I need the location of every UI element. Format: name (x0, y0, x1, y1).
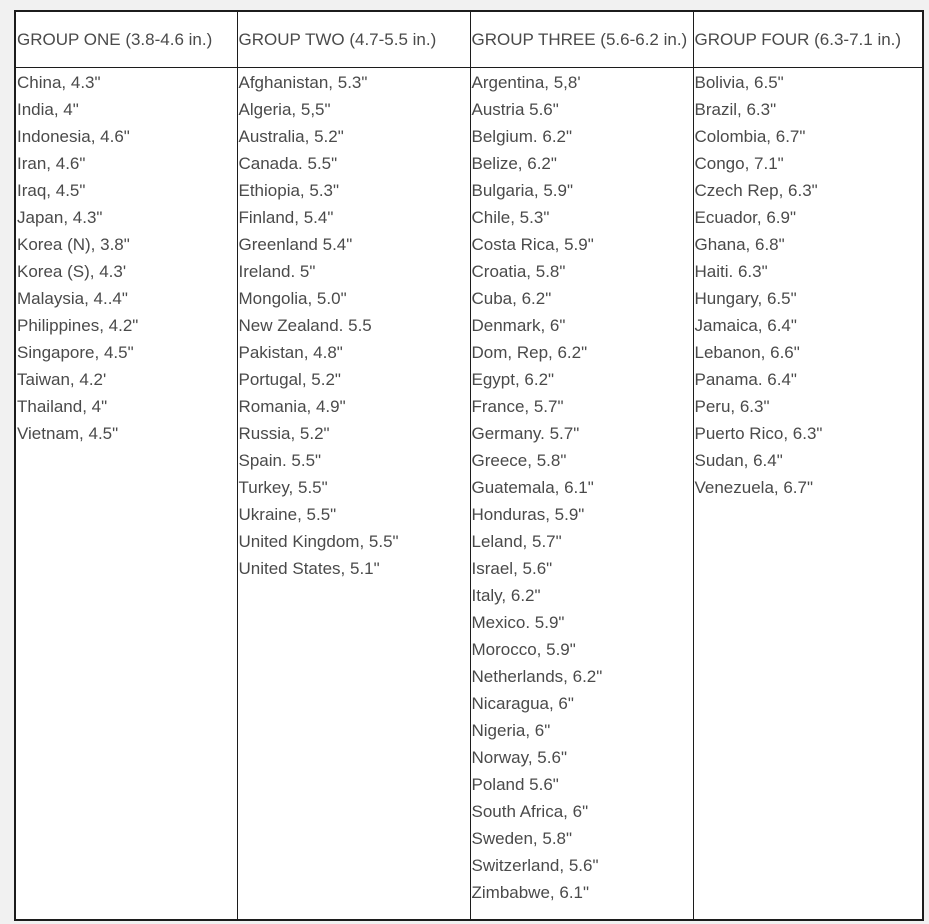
country-entry: Finland, 5.4" (238, 208, 334, 227)
country-entry: Belize, 6.2" (471, 154, 557, 173)
entry-list-group-four (694, 68, 923, 501)
country-entry: South Africa, 6" (471, 802, 589, 821)
country-entry: Panama. 6.4" (694, 370, 797, 389)
country-entry: Peru, 6.3" (694, 397, 770, 416)
country-entry: Dom, Rep, 6.2" (471, 343, 588, 362)
body-row (15, 68, 923, 921)
country-entry: Afghanistan, 5.3" (238, 73, 368, 92)
country-entry: Australia, 5.2" (238, 127, 344, 146)
country-entry: Nicaragua, 6" (471, 694, 574, 713)
country-entry: Belgium. 6.2" (471, 127, 573, 146)
country-entry: Spain. 5.5" (238, 451, 322, 470)
country-entry: Sweden, 5.8" (471, 829, 573, 848)
column-group-one (15, 68, 237, 921)
country-entry: China, 4.3" (17, 73, 101, 92)
country-entry: Italy, 6.2" (471, 586, 541, 605)
country-entry: Ecuador, 6.9" (694, 208, 796, 227)
country-entry: Greece, 5.8" (471, 451, 567, 470)
country-entry: Malaysia, 4..4" (17, 289, 128, 308)
country-entry: Colombia, 6.7" (694, 127, 806, 146)
country-entry: Mexico. 5.9" (471, 613, 565, 632)
country-entry: Poland 5.6" (471, 775, 559, 794)
country-entry: Sudan, 6.4" (694, 451, 783, 470)
country-entry: Brazil, 6.3" (694, 100, 777, 119)
country-entry: United States, 5.1" (238, 559, 380, 578)
header-group-one: GROUP ONE (3.8-4.6 in.) (15, 11, 237, 68)
country-entry: Netherlands, 6.2" (471, 667, 603, 686)
country-entry: Congo, 7.1" (694, 154, 784, 173)
country-entry: Chile, 5.3" (471, 208, 550, 227)
country-entry: Russia, 5.2" (238, 424, 330, 443)
column-group-two (237, 68, 470, 921)
country-entry: Germany. 5.7" (471, 424, 580, 443)
country-entry: Denmark, 6" (471, 316, 566, 335)
header-group-four: GROUP FOUR (6.3-7.1 in.) (693, 11, 923, 68)
country-entry: Egypt, 6.2" (471, 370, 555, 389)
country-entry: Cuba, 6.2" (471, 289, 552, 308)
country-entry: Korea (N), 3.8" (17, 235, 130, 254)
country-entry: Lebanon, 6.6" (694, 343, 800, 362)
country-entry: Philippines, 4.2" (17, 316, 139, 335)
country-entry: Greenland 5.4" (238, 235, 353, 254)
country-entry: Japan, 4.3" (17, 208, 103, 227)
country-entry: Norway, 5.6" (471, 748, 567, 767)
country-entry: Morocco, 5.9" (471, 640, 576, 659)
country-entry: Ukraine, 5.5" (238, 505, 337, 524)
country-entry: Mongolia, 5.0" (238, 289, 347, 308)
column-group-four (693, 68, 923, 921)
country-entry: Canada. 5.5" (238, 154, 338, 173)
country-entry: Romania, 4.9" (238, 397, 346, 416)
country-entry: France, 5.7" (471, 397, 564, 416)
country-entry: Guatemala, 6.1" (471, 478, 594, 497)
country-entry: Honduras, 5.9" (471, 505, 585, 524)
country-entry: Hungary, 6.5" (694, 289, 797, 308)
country-entry: Czech Rep, 6.3" (694, 181, 818, 200)
country-entry: India, 4" (17, 100, 79, 119)
country-entry: Croatia, 5.8" (471, 262, 566, 281)
entry-list-group-three (471, 68, 693, 906)
country-entry: Thailand, 4" (17, 397, 108, 416)
header-row (15, 11, 923, 68)
country-entry: Singapore, 4.5" (17, 343, 134, 362)
country-entry: Zimbabwe, 6.1" (471, 883, 590, 902)
country-entry: Argentina, 5,8' (471, 73, 581, 92)
entry-list-group-one (16, 68, 237, 447)
country-entry: Ghana, 6.8" (694, 235, 785, 254)
country-entry: Jamaica, 6.4" (694, 316, 797, 335)
country-entry: Leland, 5.7" (471, 532, 562, 551)
country-entry: Bolivia, 6.5" (694, 73, 784, 92)
country-entry: Iraq, 4.5" (17, 181, 86, 200)
country-entry: Puerto Rico, 6.3" (694, 424, 823, 443)
country-entry: Haiti. 6.3" (694, 262, 768, 281)
country-entry: Algeria, 5,5" (238, 100, 331, 119)
country-entry: Ireland. 5" (238, 262, 316, 281)
column-group-three (470, 68, 693, 921)
header-group-two: GROUP TWO (4.7-5.5 in.) (237, 11, 470, 68)
country-entry: Vietnam, 4.5" (17, 424, 119, 443)
country-entry: Switzerland, 5.6" (471, 856, 599, 875)
country-entry: Nigeria, 6" (471, 721, 551, 740)
header-group-three: GROUP THREE (5.6-6.2 in.) (470, 11, 693, 68)
country-entry: Ethiopia, 5.3" (238, 181, 340, 200)
country-entry: Venezuela, 6.7" (694, 478, 814, 497)
entry-list-group-two (238, 68, 470, 582)
country-entry: Korea (S), 4.3' (17, 262, 127, 281)
group-table (14, 10, 924, 921)
country-entry: Taiwan, 4.2' (17, 370, 107, 389)
country-entry: Austria 5.6" (471, 100, 559, 119)
country-entry: Indonesia, 4.6" (17, 127, 130, 146)
country-entry: Costa Rica, 5.9" (471, 235, 594, 254)
country-entry: United Kingdom, 5.5" (238, 532, 399, 551)
country-entry: Israel, 5.6" (471, 559, 553, 578)
country-entry: Turkey, 5.5" (238, 478, 328, 497)
country-entry: Iran, 4.6" (17, 154, 86, 173)
country-entry: Pakistan, 4.8" (238, 343, 343, 362)
country-entry: Portugal, 5.2" (238, 370, 341, 389)
country-entry: Bulgaria, 5.9" (471, 181, 573, 200)
country-entry: New Zealand. 5.5 (238, 316, 372, 335)
